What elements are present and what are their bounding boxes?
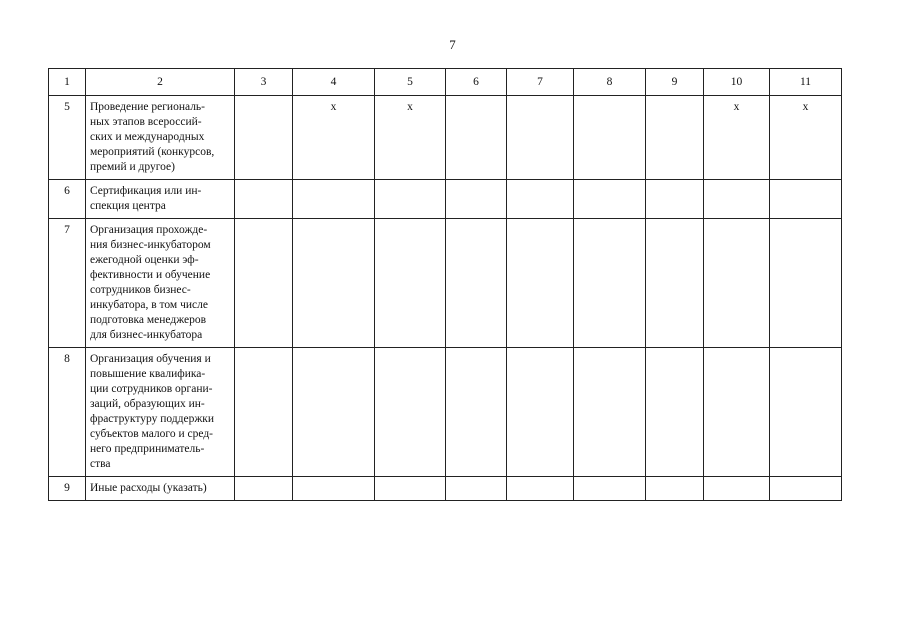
page-number: 7 [449, 37, 456, 52]
mark-cell [646, 477, 704, 501]
mark-cell [574, 477, 646, 501]
mark-cell [574, 96, 646, 180]
mark-cell: x [293, 96, 375, 180]
description-line: инкубатора, в том числе [90, 299, 208, 311]
mark-cell [646, 219, 704, 348]
row-description [86, 180, 235, 219]
mark-cell [507, 477, 574, 501]
mark-cell [446, 96, 507, 180]
mark-cell [704, 477, 770, 501]
row-description [86, 348, 235, 477]
mark-cell [770, 477, 842, 501]
mark-cell [235, 96, 293, 180]
mark-cell [375, 219, 446, 348]
mark-cell [293, 348, 375, 477]
mark-cell [375, 348, 446, 477]
mark-cell [507, 219, 574, 348]
mark-cell [646, 96, 704, 180]
mark-cell [446, 219, 507, 348]
mark-cell [507, 96, 574, 180]
description-line: фраструктуру поддержки [90, 413, 215, 425]
mark-cell [293, 219, 375, 348]
description-line: ции сотрудников органи- [90, 383, 213, 395]
description-line: мероприятий (конкурсов, [90, 146, 215, 158]
mark-cell [574, 219, 646, 348]
row-number: 5 [49, 96, 86, 180]
row-number: 8 [49, 348, 86, 477]
row-number: 6 [49, 180, 86, 219]
description-line: для бизнес-инкубатора [90, 329, 203, 341]
header-cell: 6 [446, 69, 507, 96]
row-description [86, 477, 235, 501]
table-row [49, 348, 842, 477]
mark-cell [235, 348, 293, 477]
description-line: повышение квалифика- [90, 368, 206, 380]
row-number: 9 [49, 477, 86, 501]
description-line: подготовка менеджеров [90, 314, 207, 326]
description-line: субъектов малого и сред- [90, 428, 213, 440]
mark-cell [704, 348, 770, 477]
header-cell: 4 [293, 69, 375, 96]
mark-cell [235, 219, 293, 348]
description-line: него предприниматель- [90, 443, 205, 455]
description-line: ных этапов всероссий- [90, 116, 202, 128]
table-row [49, 96, 842, 180]
header-cell: 11 [770, 69, 842, 96]
description-line: ежегодной оценки эф- [90, 254, 199, 266]
description-line: спекция центра [90, 200, 166, 212]
description-line: заций, образующих ин- [90, 398, 205, 410]
mark-cell [293, 477, 375, 501]
mark-cell [704, 219, 770, 348]
mark-cell [770, 348, 842, 477]
header-cell: 1 [49, 69, 86, 96]
mark-cell [646, 348, 704, 477]
description-line: сотрудников бизнес- [90, 284, 191, 296]
header-row [49, 69, 842, 96]
table-row [49, 180, 842, 219]
row-description [86, 96, 235, 180]
mark-cell: x [770, 96, 842, 180]
description-line: Сертификация или ин- [90, 185, 202, 197]
mark-cell [446, 477, 507, 501]
mark-cell [704, 180, 770, 219]
description-line: ния бизнес-инкубатором [90, 239, 211, 251]
header-cell: 5 [375, 69, 446, 96]
mark-cell [446, 180, 507, 219]
expense-table [48, 68, 842, 501]
header-cell: 2 [86, 69, 235, 96]
description-line: фективности и обучение [90, 269, 211, 281]
mark-cell [770, 180, 842, 219]
row-description [86, 219, 235, 348]
mark-cell [574, 180, 646, 219]
description-line: ства [90, 458, 111, 470]
mark-cell [646, 180, 704, 219]
mark-cell [770, 219, 842, 348]
table-row [49, 477, 842, 501]
mark-cell [235, 180, 293, 219]
mark-cell [235, 477, 293, 501]
mark-cell [375, 477, 446, 501]
mark-cell [375, 180, 446, 219]
table-row [49, 219, 842, 348]
row-number: 7 [49, 219, 86, 348]
header-cell: 9 [646, 69, 704, 96]
header-cell: 8 [574, 69, 646, 96]
mark-cell: x [704, 96, 770, 180]
mark-cell [507, 348, 574, 477]
mark-cell: x [375, 96, 446, 180]
mark-cell [574, 348, 646, 477]
mark-cell [507, 180, 574, 219]
description-line: Иные расходы (указать) [90, 482, 207, 494]
mark-cell [446, 348, 507, 477]
description-line: ских и международных [90, 131, 205, 143]
header-cell: 7 [507, 69, 574, 96]
description-line: Организация прохожде- [90, 224, 208, 236]
header-cell: 3 [235, 69, 293, 96]
description-line: Организация обучения и [90, 353, 211, 365]
description-line: премий и другое) [90, 161, 175, 173]
description-line: Проведение региональ- [90, 101, 206, 113]
header-cell: 10 [704, 69, 770, 96]
mark-cell [293, 180, 375, 219]
